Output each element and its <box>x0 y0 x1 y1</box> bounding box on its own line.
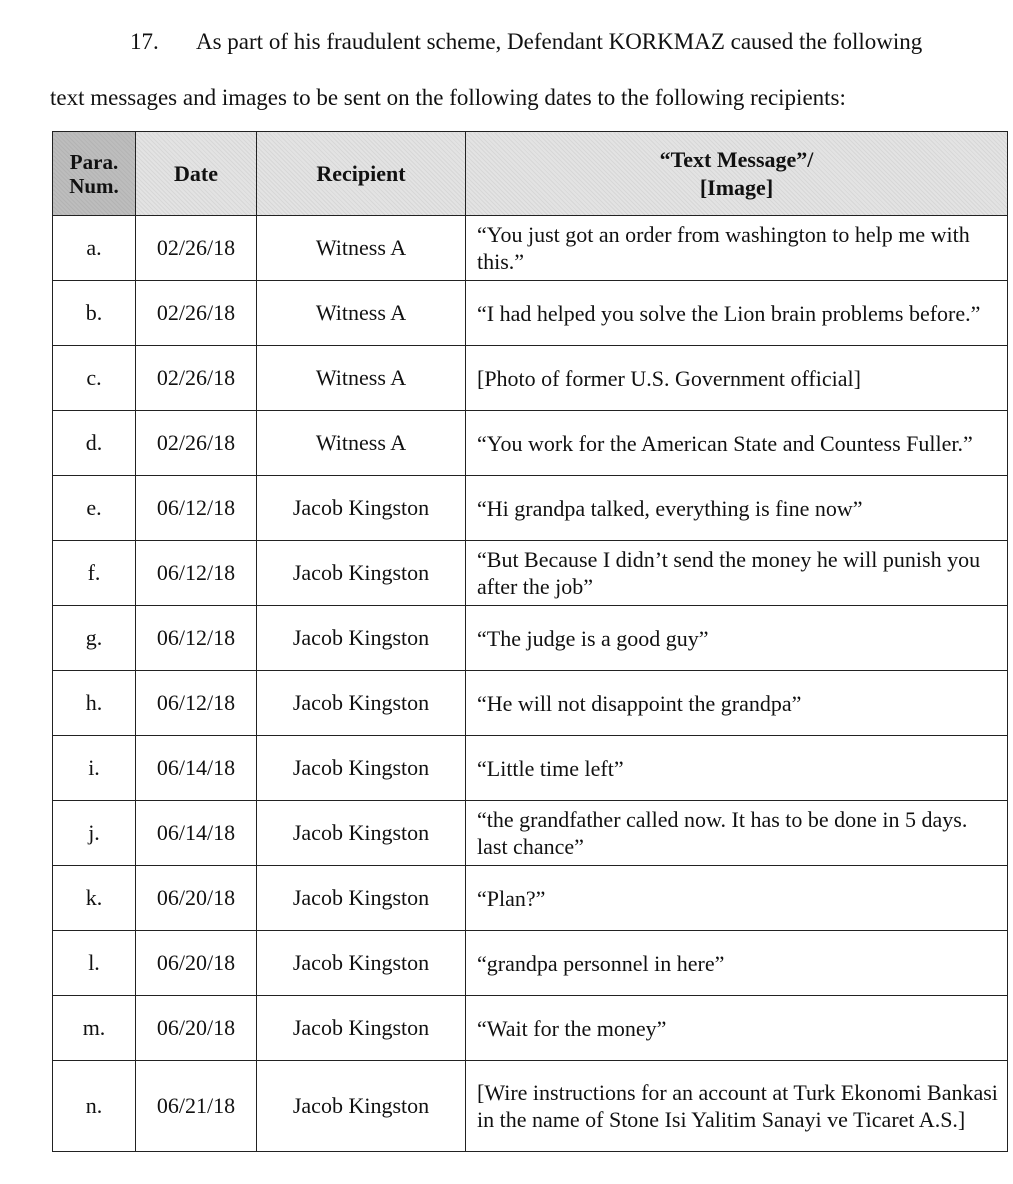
cell-date: 06/12/18 <box>136 671 257 736</box>
cell-para: h. <box>53 671 136 736</box>
cell-para: b. <box>53 281 136 346</box>
cell-message: “The judge is a good guy” <box>466 606 1008 671</box>
cell-recipient: Jacob Kingston <box>257 801 466 866</box>
cell-para: f. <box>53 541 136 606</box>
cell-message: “the grandfather called now. It has to be done in 5 days. last chance” <box>466 801 1008 866</box>
cell-recipient: Jacob Kingston <box>257 671 466 736</box>
table-row <box>53 996 1008 1061</box>
paragraph-line2-text: text messages and images to be sent on the following dates to the following recipients: <box>50 85 846 110</box>
cell-recipient: Jacob Kingston <box>257 1061 466 1152</box>
cell-recipient: Jacob Kingston <box>257 541 466 606</box>
header-recipient: Recipient <box>257 132 466 216</box>
cell-para: a. <box>53 216 136 281</box>
header-para-line2: Num. <box>69 173 119 198</box>
cell-message: [Wire instructions for an account at Turk Ekonomi Bankasi in the name of Stone Isi Yalitim Sanayi ve Ticaret A.S.] <box>466 1061 1008 1152</box>
cell-message: “He will not disappoint the grandpa” <box>466 671 1008 736</box>
cell-date: 06/20/18 <box>136 931 257 996</box>
cell-para: c. <box>53 346 136 411</box>
cell-para: j. <box>53 801 136 866</box>
paragraph-first-line <box>50 14 990 70</box>
cell-recipient: Witness A <box>257 281 466 346</box>
cell-message: “You just got an order from washington to help me with this.” <box>466 216 1008 281</box>
cell-date: 02/26/18 <box>136 281 257 346</box>
table-row <box>53 411 1008 476</box>
cell-recipient: Jacob Kingston <box>257 996 466 1061</box>
cell-date: 06/14/18 <box>136 801 257 866</box>
cell-recipient: Jacob Kingston <box>257 736 466 801</box>
cell-date: 06/20/18 <box>136 866 257 931</box>
table-row <box>53 216 1008 281</box>
header-date: Date <box>136 132 257 216</box>
header-message-line1: “Text Message”/ <box>659 146 814 172</box>
paragraph-number: 17. <box>130 29 159 54</box>
text-messages-table <box>52 131 1008 1152</box>
cell-para: l. <box>53 931 136 996</box>
cell-recipient: Witness A <box>257 346 466 411</box>
cell-para: k. <box>53 866 136 931</box>
cell-message: “I had helped you solve the Lion brain problems before.” <box>466 281 1008 346</box>
cell-message: “But Because I didn’t send the money he will punish you after the job” <box>466 541 1008 606</box>
cell-recipient: Jacob Kingston <box>257 476 466 541</box>
table-row <box>53 866 1008 931</box>
cell-recipient: Jacob Kingston <box>257 866 466 931</box>
cell-message: “grandpa personnel in here” <box>466 931 1008 996</box>
cell-para: d. <box>53 411 136 476</box>
cell-para: g. <box>53 606 136 671</box>
table-row <box>53 671 1008 736</box>
table-header-row <box>53 132 1008 216</box>
cell-message: “Little time left” <box>466 736 1008 801</box>
table-row <box>53 541 1008 606</box>
header-para-line1: Para. <box>69 149 119 174</box>
header-para-num <box>53 132 136 216</box>
cell-para: e. <box>53 476 136 541</box>
cell-para: m. <box>53 996 136 1061</box>
cell-date: 06/20/18 <box>136 996 257 1061</box>
paragraph-line1-text: As part of his fraudulent scheme, Defendant KORKMAZ caused the following <box>196 29 923 54</box>
cell-message: “Hi grandpa talked, everything is fine now” <box>466 476 1008 541</box>
cell-message: “Plan?” <box>466 866 1008 931</box>
table-row <box>53 606 1008 671</box>
table-row <box>53 931 1008 996</box>
cell-message: [Photo of former U.S. Government official] <box>466 346 1008 411</box>
cell-date: 06/12/18 <box>136 606 257 671</box>
cell-date: 06/12/18 <box>136 476 257 541</box>
cell-para: n. <box>53 1061 136 1152</box>
header-message <box>466 132 1008 216</box>
cell-date: 02/26/18 <box>136 216 257 281</box>
cell-date: 06/14/18 <box>136 736 257 801</box>
table-row <box>53 736 1008 801</box>
paragraph-17 <box>50 14 990 126</box>
cell-message: “Wait for the money” <box>466 996 1008 1061</box>
cell-recipient: Witness A <box>257 411 466 476</box>
cell-date: 02/26/18 <box>136 346 257 411</box>
cell-date: 06/21/18 <box>136 1061 257 1152</box>
cell-recipient: Jacob Kingston <box>257 931 466 996</box>
cell-date: 06/12/18 <box>136 541 257 606</box>
header-message-line2: [Image] <box>699 174 774 200</box>
cell-recipient: Jacob Kingston <box>257 606 466 671</box>
cell-recipient: Witness A <box>257 216 466 281</box>
cell-message: “You work for the American State and Countess Fuller.” <box>466 411 1008 476</box>
table-row <box>53 281 1008 346</box>
cell-date: 02/26/18 <box>136 411 257 476</box>
table-row <box>53 801 1008 866</box>
table-row <box>53 346 1008 411</box>
table-row <box>53 1061 1008 1152</box>
cell-para: i. <box>53 736 136 801</box>
table-row <box>53 476 1008 541</box>
